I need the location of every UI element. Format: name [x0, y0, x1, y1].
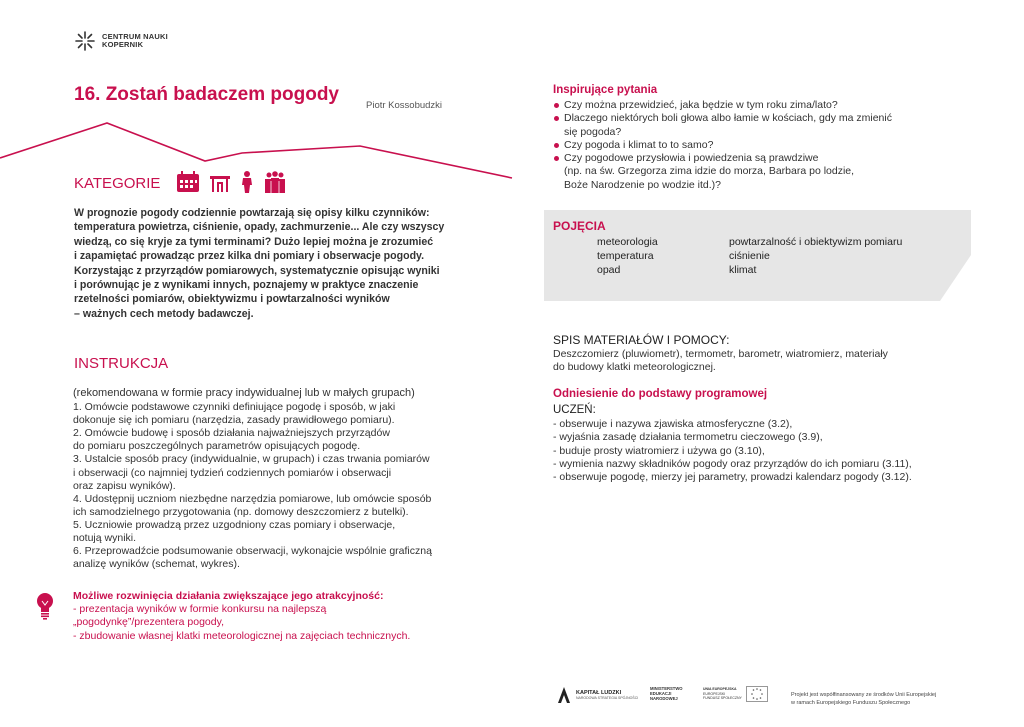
curriculum-item: - wyjaśnia zasadę działania termometru cieczowego (3.9),: [553, 431, 823, 444]
instruction-list: [73, 387, 493, 571]
extension-item: - prezentacja wyników w formie konkursu na najlepszą „pogodynkę”/prezentera pogody,: [73, 603, 327, 629]
ckn-logo-icon: [74, 30, 96, 52]
author: Piotr Kossobudzki: [366, 100, 443, 111]
instruction-heading: INSTRUKCJA: [74, 355, 169, 372]
eu-logo: [703, 686, 768, 702]
concepts-heading: POJĘCIA: [553, 219, 606, 233]
kapital-ludzki-logo: [556, 686, 638, 704]
category-icons: [176, 171, 287, 193]
concept-term: ciśnienie: [729, 250, 770, 262]
concept-term: powtarzalność i obiektywizm pomiaru: [729, 236, 903, 248]
inspiring-heading: Inspirujące pytania: [553, 84, 658, 96]
concept-term: klimat: [729, 264, 757, 276]
logo-line-1: CENTRUM NAUKI: [102, 32, 168, 41]
question-item: Czy pogodowe przysłowia i powiedzenia są prawdziwe (np. na św. Grzegorza zima idzie do morza, Barbara po lodzie, Boże Narodzenie po wodzie itd.)?: [553, 152, 953, 192]
extensions: [73, 590, 493, 643]
ministry-line: NARODOWEJ: [650, 696, 678, 701]
extension-item: - zbudowanie własnej klatki meteorologicznej na zajęciach technicznych.: [73, 629, 411, 642]
concept-term: temperatura: [597, 250, 654, 262]
instruction-item: 2. Omówcie budowę i sposób działania najważniejszych przyrządów do pomiaru poszczególnych parametrów opisujących pogodę.: [73, 427, 390, 453]
concept-term: meteorologia: [597, 236, 658, 248]
ministry-logo: [650, 686, 683, 701]
intro-text: W prognozie pogody codziennie powtarzają się opisy kilku czynników: temperatura powietrza, ciśnienie, opady, zachmurzenie... Ale czy wszyscy wiedzą, co się kryje za tymi terminami? Dużo lepiej można je zrozumieć i zapamiętać prowadząc przez kilka dni pomiary i obserwacje pogody. Korzystając z przyrządów pomiarowych, systematycznie opisując wyniki i porównując je z wynikami innych, poznajemy w praktyce znaczenie rzetelności pomiarów, obiektywizmu i powtarzalności wyników – ważnych cech metody badawczej.: [74, 207, 445, 320]
materials-text: Deszczomierz (pluwiometr), termometr, barometr, wiatromierz, materiały do budowy klatki meteorologicznej.: [553, 348, 888, 374]
extensions-heading: Możliwe rozwinięcia działania zwiększające jego atrakcyjność:: [73, 590, 384, 602]
group-icon: [263, 171, 287, 193]
lightbulb-icon: [36, 592, 54, 620]
materials-heading: SPIS MATERIAŁÓW I POMOCY:: [553, 333, 730, 347]
eu-line: EUROPEJSKI: [703, 691, 726, 696]
question-item: Czy można przewidzieć, jaka będzie w tym roku zima/lato?: [553, 99, 953, 112]
eu-line: FUNDUSZ SPOŁECZNY: [703, 696, 742, 701]
kapital-ludzki-icon: [556, 686, 572, 704]
instruction-subheading: (rekomendowana w formie pracy indywidualnej lub w małych grupach): [73, 387, 415, 399]
inspiring-questions: [553, 99, 953, 192]
instruction-item: 3. Ustalcie sposób pracy (indywidualnie, w grupach) i czas trwania pomiarów i obserwacji (co najmniej tydzień codziennych pomiarów i obserwacji oraz zapisu wyników).: [73, 453, 430, 492]
curriculum-uczen: UCZEŃ:: [553, 404, 596, 416]
ckn-logo: [74, 30, 168, 52]
curriculum-item: - buduje prosty wiatromierz i używa go (3.10),: [553, 444, 765, 457]
eu-flag-icon: [746, 686, 768, 702]
eu-line: UNIA EUROPEJSKA: [703, 687, 737, 692]
logo-line-2: KOPERNIK: [102, 40, 144, 49]
curriculum-heading: Odniesienie do podstawy programowej: [553, 388, 768, 400]
categories-label: KATEGORIE: [74, 175, 161, 192]
funding-note: Projekt jest współfinansowany ze środków Unii Europejskiej w ramach Europejskiego Funduszu Społecznego: [791, 692, 937, 706]
instruction-item: 4. Udostępnij uczniom niezbędne narzędzia pomiarowe, lub omówcie sposób ich samodzielnego przygotowania (np. domowy deszczomierz z butelki).: [73, 492, 432, 518]
question-item: Czy pogoda i klimat to to samo?: [553, 139, 953, 152]
kapital-ludzki-title: KAPITAŁ LUDZKI: [576, 690, 622, 696]
school-desk-icon: [209, 171, 231, 193]
page-title: 16. Zostań badaczem pogody: [74, 84, 339, 105]
curriculum-item: - obserwuje i nazywa zjawiska atmosferyczne (3.2),: [553, 418, 793, 430]
ministry-line: EDUKACJI: [650, 691, 672, 696]
instruction-item: 6. Przeprowadźcie podsumowanie obserwacji, wykonajcie wspólnie graficzną analizę wyników (schemat, wykres).: [73, 545, 432, 571]
curriculum-item: - wymienia nazwy składników pogody oraz przyrządów do ich pomiaru (3.11),: [553, 457, 912, 470]
calendar-icon: [176, 171, 200, 193]
single-person-icon: [240, 171, 254, 193]
kapital-ludzki-sub: NARODOWA STRATEGIA SPÓJNOŚCI: [576, 696, 639, 700]
instruction-item: 1. Omówcie podstawowe czynniki definiujące pogodę i sposób, w jaki dokonuje się ich pomiaru (narzędzia, zasady prawidłowego pomiaru).: [73, 401, 396, 427]
question-item: Dlaczego niektórych boli głowa albo łamie w kościach, gdy ma zmienić się pogoda?: [553, 112, 953, 139]
instruction-item: 5. Uczniowie prowadzą przez uzgodniony czas pomiary i obserwacje, notują wyniki.: [73, 518, 396, 545]
ministry-line: MINISTERSTWO: [650, 686, 683, 691]
concept-term: opad: [597, 264, 621, 276]
curriculum-list: [553, 418, 973, 484]
curriculum-item: - obserwuje pogodę, mierzy jej parametry, prowadzi kalendarz pogody (3.12).: [553, 471, 912, 484]
